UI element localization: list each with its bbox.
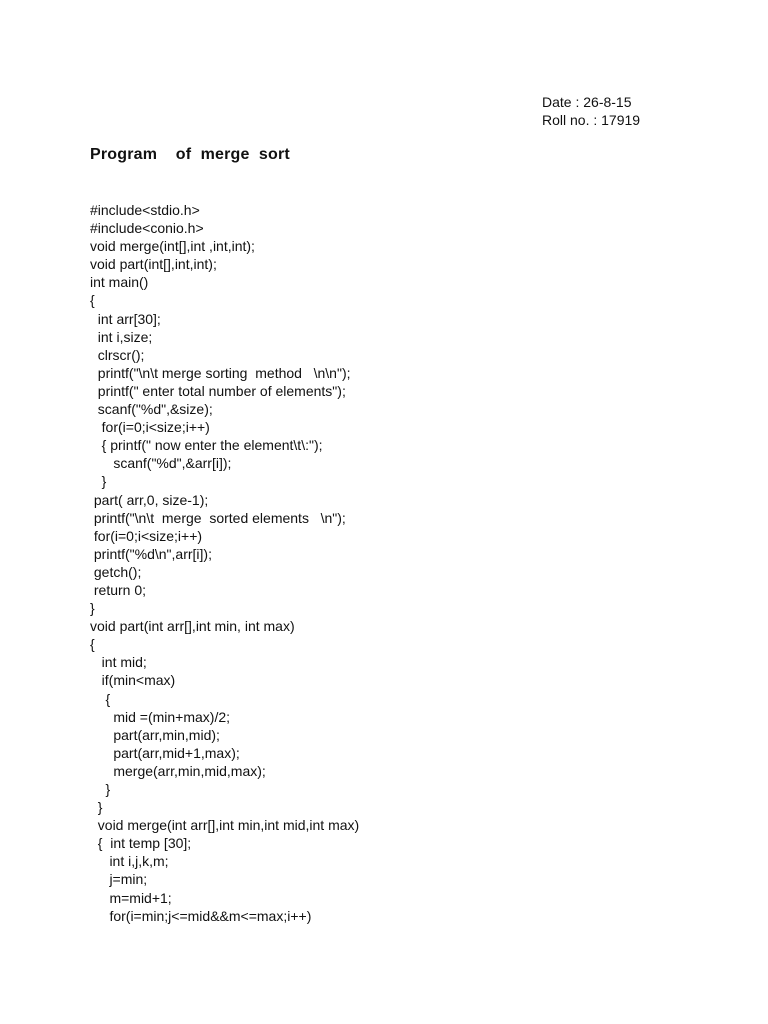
code-line: for(i=0;i<size;i++) [90, 527, 203, 544]
code-line: } [90, 600, 95, 617]
code-line: { [90, 292, 95, 309]
code-line: mid =(min+max)/2; [90, 708, 231, 725]
code-line: int mid; [90, 654, 147, 671]
code-line: void part(int arr[],int min, int max) [90, 618, 295, 635]
code-line: part(arr,min,mid); [90, 726, 220, 743]
code-line: part( arr,0, size-1); [90, 491, 209, 508]
code-line: #include<conio.h> [90, 220, 204, 237]
page-title: Program of merge sort [90, 146, 290, 163]
code-line: int main() [90, 274, 149, 291]
code-line: merge(arr,min,mid,max); [90, 762, 266, 779]
roll-number-line: Roll no. : 17919 [542, 112, 641, 128]
code-line: void merge(int[],int ,int,int); [90, 238, 255, 255]
code-line: { [90, 636, 95, 653]
code-line: void merge(int arr[],int min,int mid,int max) [90, 817, 360, 834]
code-listing [90, 201, 359, 925]
code-line: #include<stdio.h> [90, 202, 200, 218]
code-line: j=min; [90, 871, 148, 888]
code-line: if(min<max) [90, 672, 176, 689]
code-line: return 0; [90, 581, 147, 598]
code-line: } [90, 781, 111, 797]
code-line: } [90, 799, 103, 816]
code-line: printf(" enter total number of elements"); [90, 382, 346, 399]
code-line: m=mid+1; [90, 889, 172, 906]
code-line: getch(); [90, 563, 142, 580]
code-line: part(arr,mid+1,max); [90, 744, 240, 761]
code-line: printf("%d\n",arr[i]); [90, 545, 212, 562]
date-line: Date : 26-8-15 [542, 94, 632, 110]
code-line: clrscr(); [90, 346, 145, 363]
code-line: printf("\n\t merge sorting method \n\n"); [90, 364, 351, 381]
code-line: { [90, 690, 111, 707]
header-meta [542, 93, 640, 129]
code-line: { printf(" now enter the element\t\:"); [90, 437, 323, 454]
code-line: { int temp [30]; [90, 835, 192, 852]
code-line: } [90, 473, 107, 490]
code-line: for(i=0;i<size;i++) [90, 419, 210, 436]
code-line: int i,j,k,m; [90, 853, 169, 870]
code-line: int arr[30]; [90, 310, 161, 327]
code-line: for(i=min;j<=mid&&m<=max;i++) [90, 907, 312, 924]
code-line: scanf("%d",&arr[i]); [90, 455, 232, 472]
code-line: void part(int[],int,int); [90, 256, 217, 273]
code-line: int i,size; [90, 328, 153, 345]
code-line: printf("\n\t merge sorted elements \n"); [90, 509, 346, 526]
code-line: scanf("%d",&size); [90, 401, 213, 418]
